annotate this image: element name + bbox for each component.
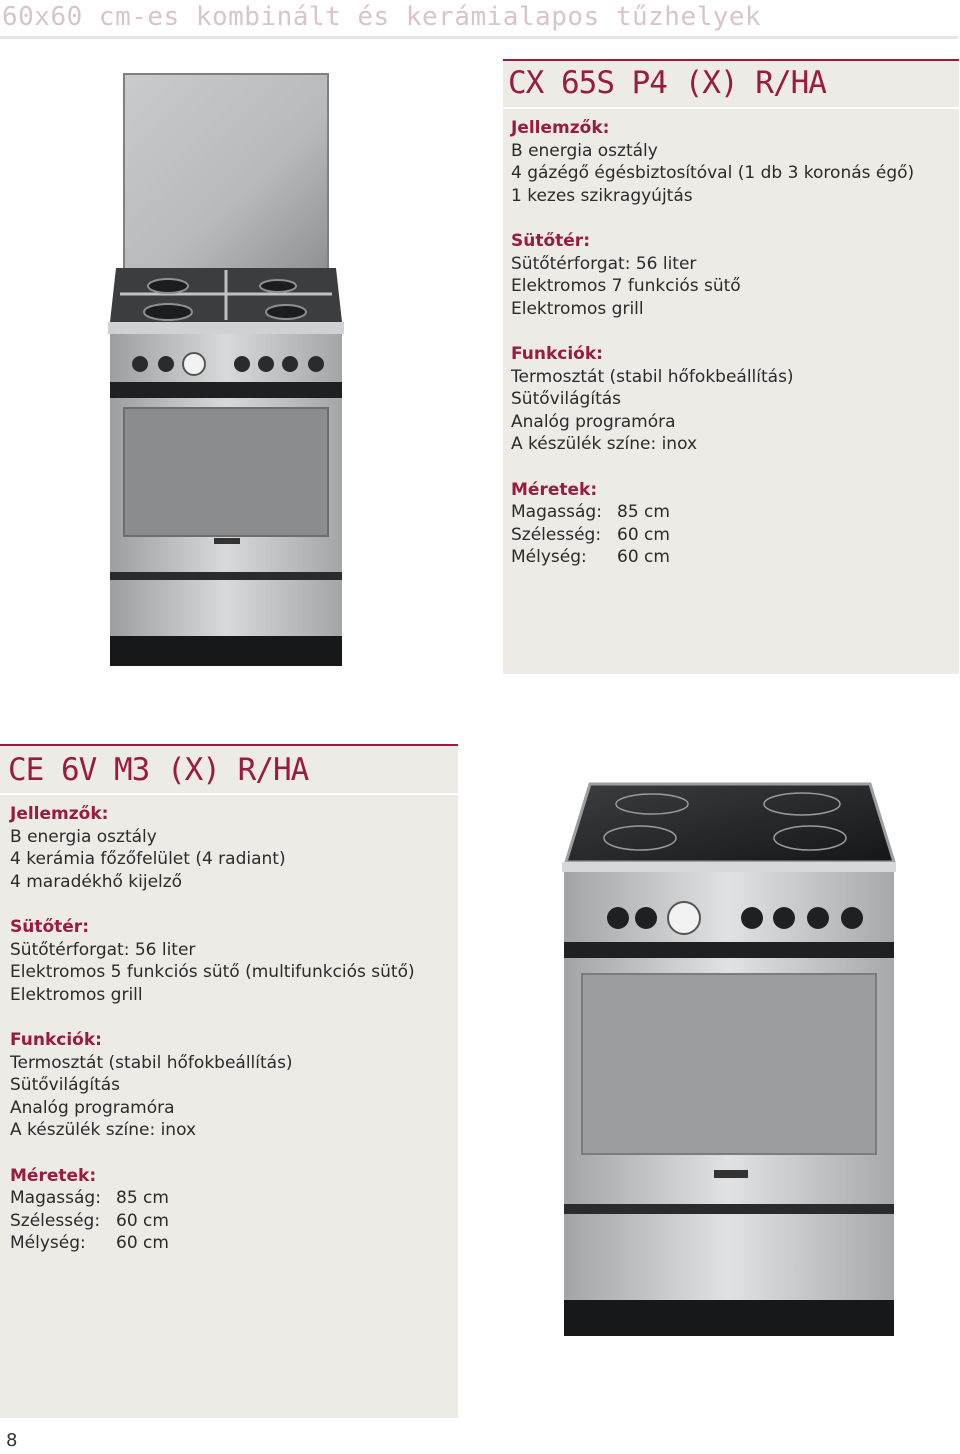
spec-line: Sütőtérforgat: 56 liter [10,939,196,960]
header-divider [0,36,958,39]
features-section [511,117,914,207]
dimensions-section [511,479,914,569]
dimension-row [10,1210,415,1233]
oven-section [10,916,415,1006]
spec-line: 1 kezes szikragyújtás [511,185,693,206]
spec-line: Sütőtérforgat: 56 liter [511,253,697,274]
section-heading: Funkciók: [511,343,603,364]
spec-line: 4 kerámia főzőfelület (4 radiant) [10,849,286,870]
spec-line: Sütővilágítás [511,389,622,410]
model-title-rule [0,744,458,746]
section-heading: Jellemzők: [10,804,109,824]
product-specs [10,803,415,1277]
dimension-value: 60 cm [617,524,670,545]
dimension-label: Szélesség: [10,1210,101,1231]
dimension-row [511,546,914,569]
spec-line: Analóg programóra [511,411,676,432]
spec-line: A készülék színe: inox [511,434,698,455]
section-heading: Sütőtér: [511,230,590,251]
model-title-underline [503,107,959,109]
dimension-row [511,524,914,547]
features-section [10,803,415,893]
section-heading: Funkciók: [10,1029,102,1050]
ceramic-cooker-photo [558,782,900,1338]
model-title: CE 6V M3 (X) R/HA [8,752,309,788]
dimension-label: Magasság: [10,1188,101,1209]
dimension-row [10,1187,415,1210]
dimensions-section [10,1165,415,1255]
dimension-value: 60 cm [116,1210,169,1231]
model-title: CX 65S P4 (X) R/HA [508,65,826,101]
spec-line: Elektromos grill [10,984,143,1005]
dimension-label: Szélesség: [511,524,602,545]
model-title-underline [0,793,458,795]
dimension-value: 60 cm [116,1233,169,1254]
dimension-row [511,501,914,524]
page-number: 8 [6,1430,18,1451]
dimension-value: 85 cm [617,502,670,523]
dimension-value: 85 cm [116,1188,169,1209]
spec-line: 4 maradékhő kijelző [10,871,183,892]
section-heading: Méretek: [10,1165,97,1186]
dimension-value: 60 cm [617,547,670,568]
dimension-label: Mélység: [511,547,587,568]
spec-line: B energia osztály [511,140,658,161]
spec-line: Sütővilágítás [10,1075,121,1096]
spec-line: Termosztát (stabil hőfokbeállítás) [511,366,794,387]
spec-line: Elektromos grill [511,298,644,319]
dimension-row [10,1232,415,1255]
spec-line: Elektromos 7 funkciós sütő [511,276,741,297]
spec-line: Termosztát (stabil hőfokbeállítás) [10,1052,293,1073]
spec-line: 4 gázégő égésbiztosítóval (1 db 3 koronás égő) [511,163,915,184]
gas-cooker-photo [106,72,346,668]
dimension-label: Magasság: [511,502,602,523]
product-specs [511,117,914,591]
page-header-title: 60x60 cm-es kombinált és kerámialapos tűzhelyek [2,2,762,32]
section-heading: Jellemzők: [511,118,610,138]
section-heading: Sütőtér: [10,916,89,937]
functions-section [511,343,914,456]
functions-section [10,1029,415,1142]
spec-line: Elektromos 5 funkciós sütő (multifunkciós sütő) [10,962,415,983]
spec-line: B energia osztály [10,826,157,847]
spec-line: Analóg programóra [10,1097,175,1118]
model-title-rule [503,59,959,61]
dimension-label: Mélység: [10,1233,86,1254]
oven-section [511,230,914,320]
section-heading: Méretek: [511,479,598,500]
spec-line: A készülék színe: inox [10,1120,197,1141]
